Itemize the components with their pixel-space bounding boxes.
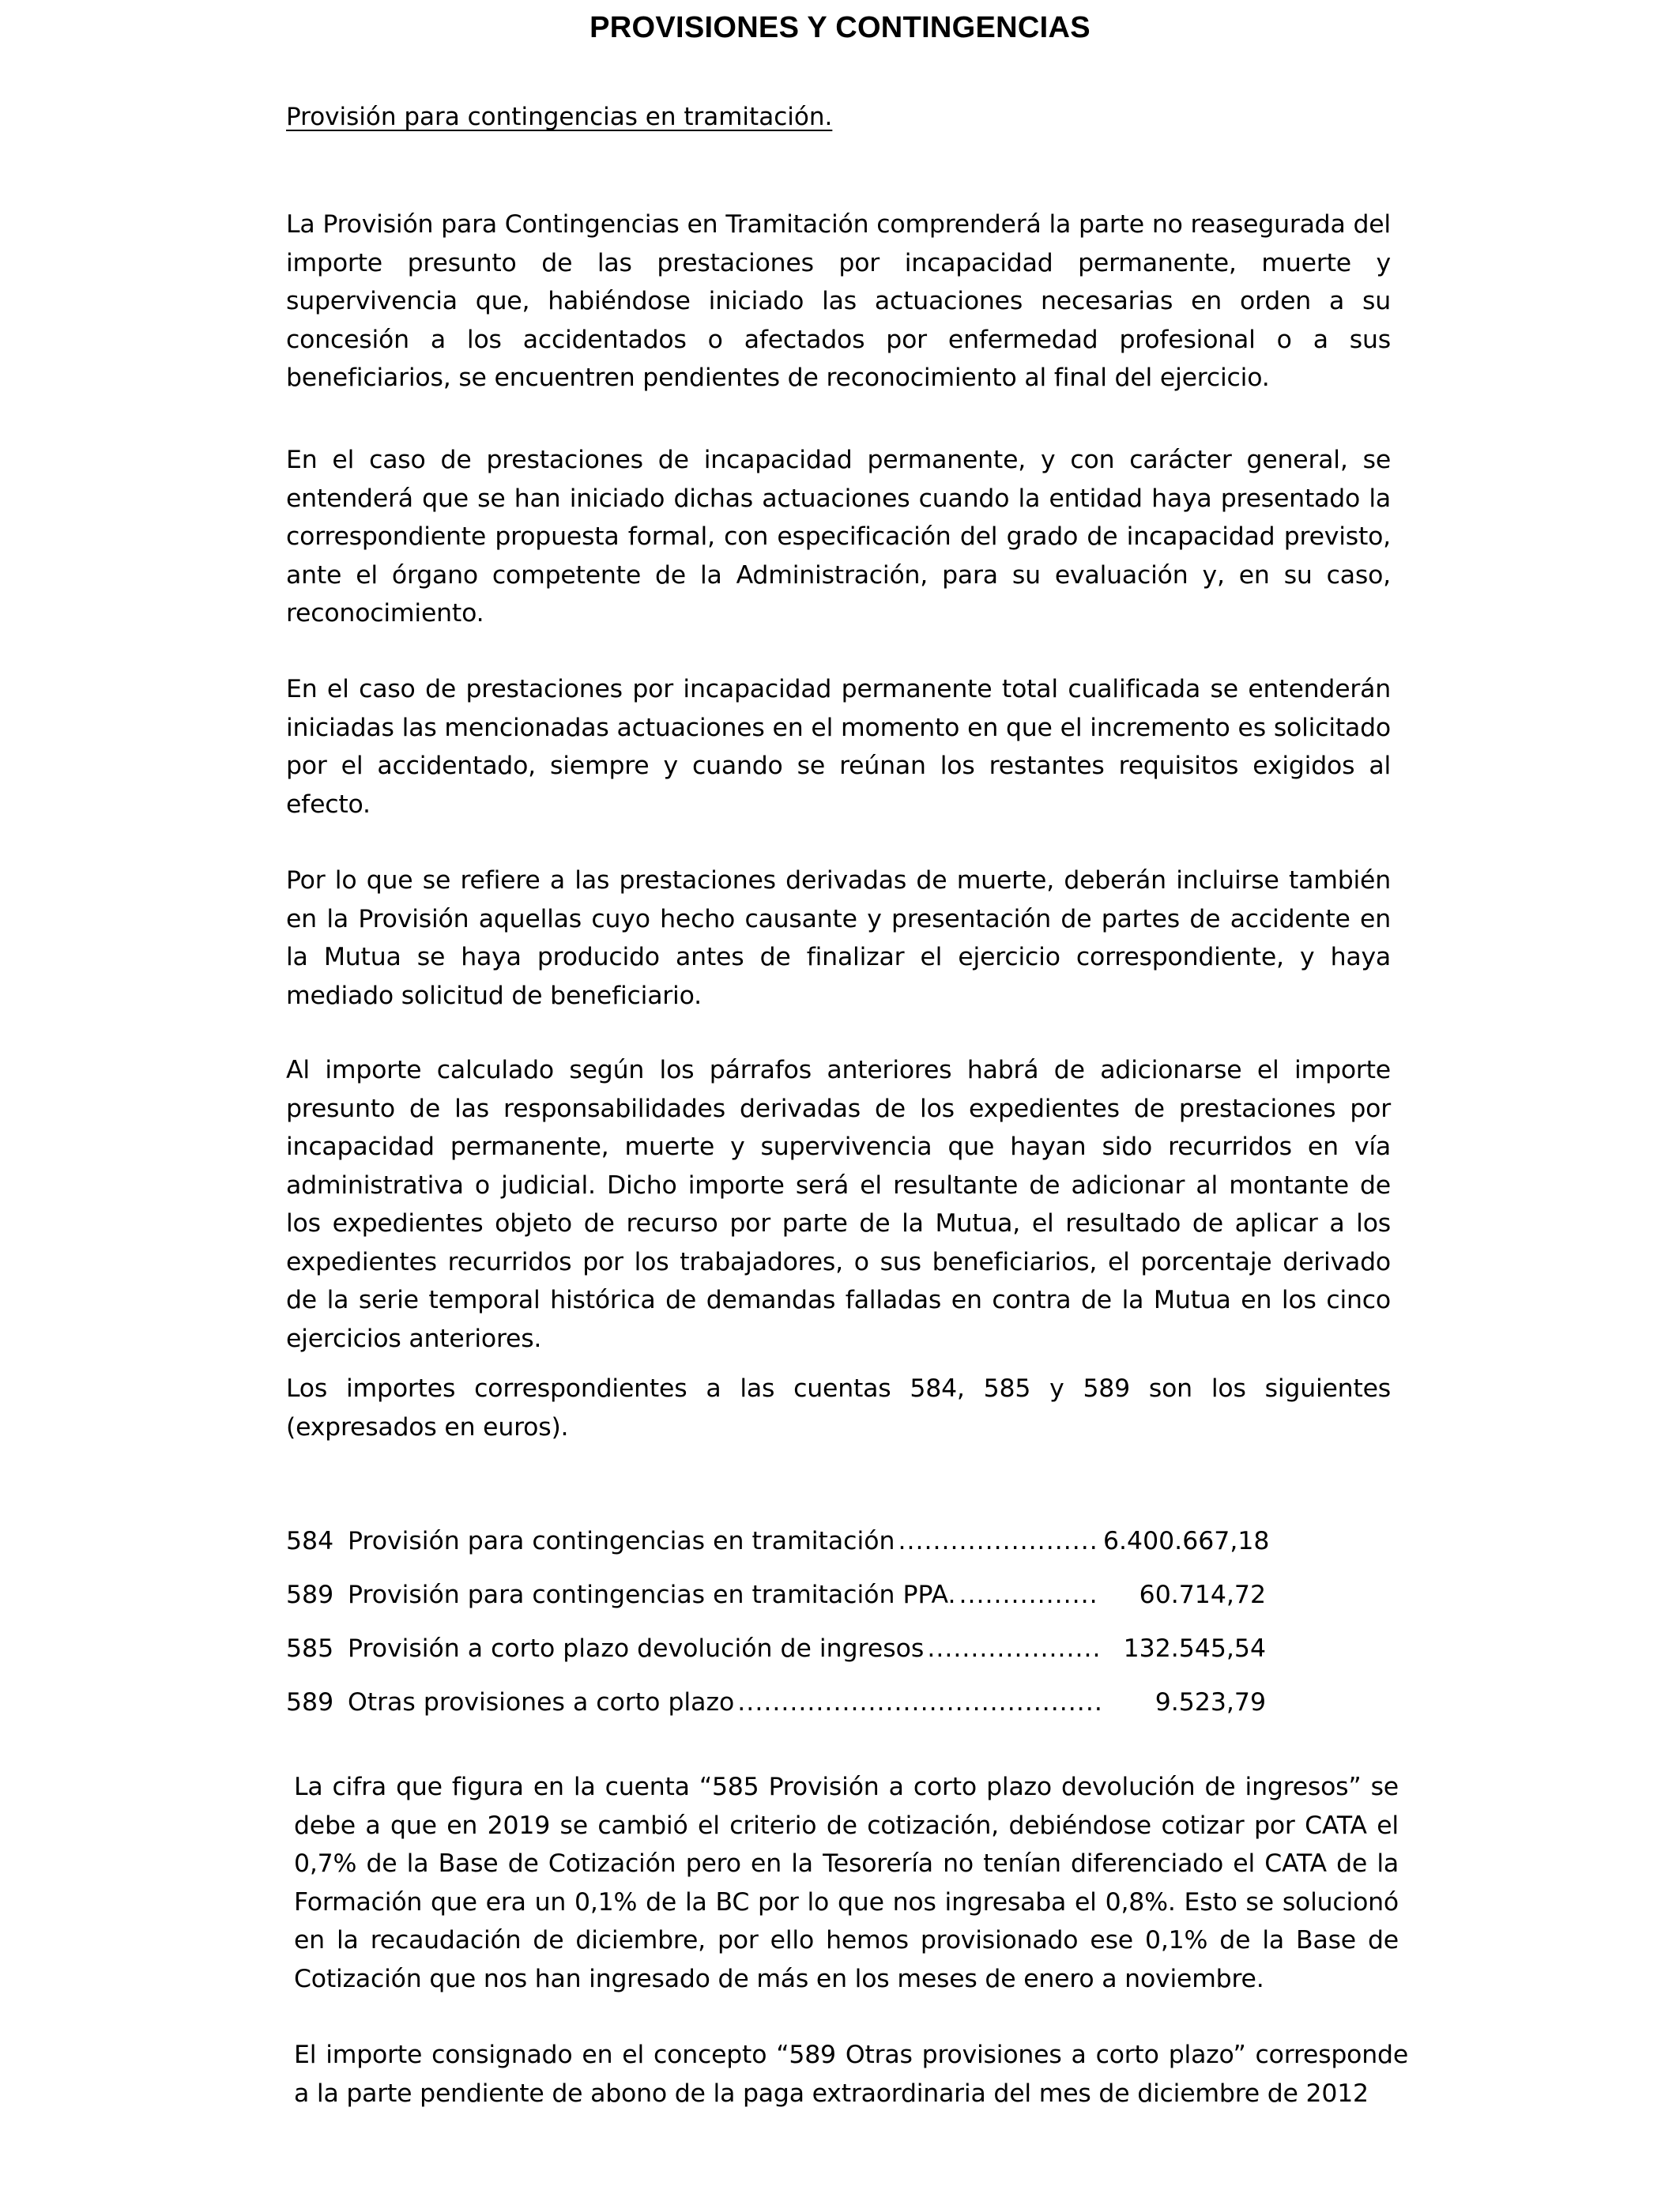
account-amount: 132.545,54 bbox=[1123, 1634, 1266, 1663]
paragraph-definition: La Provisión para Contingencias en Tramitación comprenderá la parte no reasegurada del importe presunto de las prestaciones por incapacidad permanente, muerte y supervivencia que, habiéndose iniciado las actuaciones necesarias en orden a su concesión a los accidentados o afectados por enfermedad profesional o a sus beneficiarios, se encuentren pendientes de reconocimiento al final del ejercicio. bbox=[286, 210, 1391, 392]
paragraph-importe-calculado: Al importe calculado según los párrafos anteriores habrá de adicionarse el importe presunto de las responsabilidades derivadas de los expedientes de prestaciones por incapacidad permanente, muerte y supervivencia que hayan sido recurridos en vía administrativa o judicial. Dicho importe será el resultante de adicionar al montante de los expedientes objeto de recurso por parte de la Mutua, el resultado de aplicar a los expedientes recurridos por los trabajadores, o sus beneficiarios, el porcentaje derivado de la serie temporal histórica de demandas falladas en contra de la Mutua en los cinco ejercicios anteriores. bbox=[286, 1056, 1391, 1353]
account-amount: 60.714,72 bbox=[1139, 1581, 1266, 1609]
account-code: 589 bbox=[286, 1581, 334, 1609]
dot-leader bbox=[737, 1676, 1100, 1729]
accounts-list bbox=[286, 1514, 1270, 1729]
account-row bbox=[286, 1676, 1266, 1729]
account-code: 584 bbox=[286, 1527, 334, 1555]
section-heading: Provisión para contingencias en tramitación. bbox=[286, 103, 833, 131]
account-amount: 9.523,79 bbox=[1155, 1688, 1266, 1717]
account-code: 585 bbox=[286, 1634, 334, 1663]
account-code: 589 bbox=[286, 1688, 334, 1717]
page-title: PROVISIONES Y CONTINGENCIAS bbox=[590, 11, 1090, 44]
account-row bbox=[286, 1622, 1266, 1676]
account-row bbox=[286, 1568, 1266, 1622]
account-label: Otras provisiones a corto plazo bbox=[348, 1688, 735, 1717]
account-label: Provisión para contingencias en tramitación PPA. bbox=[348, 1581, 956, 1609]
paragraph-cuenta-585: La cifra que figura en la cuenta “585 Provisión a corto plazo devolución de ingresos” se debe a que en 2019 se cambió el criterio de cotización, debiéndose cotizar por CATA el 0,7% de la Base de Cotización pero en la Tesorería no tenían diferenciado el CATA de la Formación que era un 0,1% de la BC por lo que nos ingresaba el 0,8%. Esto se solucionó en la recaudación de diciembre, por ello hemos provisionado ese 0,1% de la Base de Cotización que nos han ingresado de más en los meses de enero a noviembre. bbox=[294, 1773, 1399, 1993]
paragraph-cuenta-589: El importe consignado en el concepto “589 Otras provisiones a corto plazo” corresponde a la parte pendiente de abono de la paga extraordinaria del mes de diciembre de 2012 bbox=[294, 2041, 1408, 2108]
paragraph-incapacidad-total-cualificada: En el caso de prestaciones por incapacidad permanente total cualificada se entenderán iniciadas las mencionadas actuaciones en el momento en que el incremento es solicitado por el accidentado, siempre y cuando se reúnan los restantes requisitos exigidos al efecto. bbox=[286, 675, 1391, 819]
paragraph-prestaciones-muerte: Por lo que se refiere a las prestaciones derivadas de muerte, deberán incluirse también en la Provisión aquellas cuyo hecho causante y presentación de partes de accidente en la Mutua se haya producido antes de finalizar el ejercicio correspondiente, y haya mediado solicitud de beneficiario. bbox=[286, 866, 1391, 1010]
paragraph-importes-cuentas: Los importes correspondientes a las cuentas 584, 585 y 589 son los siguientes (expresados en euros). bbox=[286, 1374, 1391, 1442]
dot-leader bbox=[927, 1622, 1100, 1676]
account-row bbox=[286, 1514, 1270, 1568]
account-amount: 6.400.667,18 bbox=[1103, 1527, 1270, 1555]
account-label: Provisión para contingencias en tramitación bbox=[348, 1527, 895, 1555]
dot-leader bbox=[959, 1568, 1100, 1622]
paragraph-incapacidad-permanente: En el caso de prestaciones de incapacidad permanente, y con carácter general, se entenderá que se han iniciado dichas actuaciones cuando la entidad haya presentado la correspondiente propuesta formal, con especificación del grado de incapacidad previsto, ante el órgano competente de la Administración, para su evaluación y, en su caso, reconocimiento. bbox=[286, 446, 1391, 628]
dot-leader bbox=[898, 1514, 1100, 1568]
account-label: Provisión a corto plazo devolución de ingresos bbox=[348, 1634, 925, 1663]
